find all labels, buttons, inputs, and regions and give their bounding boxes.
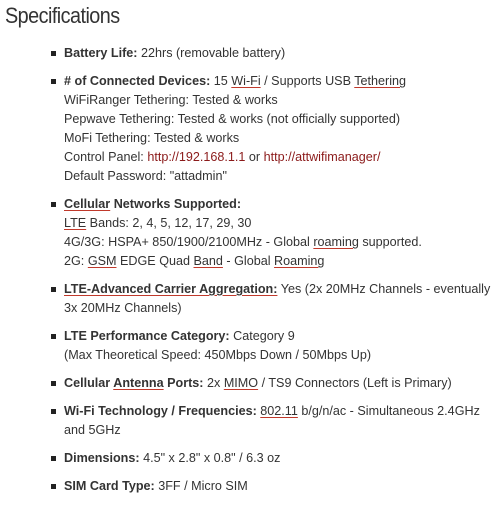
global-text: - Global [222,254,275,268]
antenna-count: 2x [203,376,224,390]
battery-label: Battery Life: [64,46,138,60]
control-panel-hostname-link[interactable]: http://attwifimanager/ [263,150,381,164]
wifi-term: Wi-Fi [231,74,261,88]
carrier-aggregation-value: Yes (2x 20MHz Channels - eventually 3x 20MHz Channels) [64,282,491,315]
tethering-term: Tethering [354,74,407,88]
band-term: Band [193,254,223,268]
devices-label: # of Connected Devices: [64,74,211,88]
mimo-term: MIMO [223,376,259,390]
mofi-line: MoFi Tethering: Tested & works [64,131,240,145]
control-panel-label: Control Panel: [64,150,148,164]
list-item-dimensions [46,449,494,468]
antenna-label-cellular: Cellular [64,376,114,390]
spec-list [46,44,494,505]
lte-performance-value: Category 9 [229,329,295,343]
or-text: or [245,150,264,164]
supported-text: supported. [358,235,422,249]
edge-text: EDGE Quad [116,254,194,268]
dimensions-value: 4.5" x 2.8" x 0.8" / 6.3 oz [139,451,281,465]
roaming-term: roaming [313,235,359,249]
list-item-sim-card [46,477,494,496]
lte-bands: Bands: 2, 4, 5, 12, 17, 29, 30 [86,216,252,230]
gsm-term: GSM [87,254,117,268]
control-panel-ip-link[interactable]: http://192.168.1.1 [147,150,246,164]
dimensions-label: Dimensions: [64,451,140,465]
wifi-tech-value: b/g/n/ac - Simultaneous 2.4GHz and 5GHz [64,404,480,437]
wifi-tech-label: Wi-Fi Technology / Frequencies: [64,404,257,418]
lte-term: LTE [64,216,87,230]
default-password-line: Default Password: "attadmin" [64,169,227,183]
cellular-term: Cellular [64,197,111,211]
wifiranger-line: WiFiRanger Tethering: Tested & works [64,93,278,107]
lte-performance-label: LTE Performance Category: [64,329,230,343]
list-item-battery [46,44,494,63]
devices-count: 15 [210,74,232,88]
list-item-antenna-ports [46,374,494,393]
antenna-term: Antenna [113,376,164,390]
devices-usb-text: / Supports USB [260,74,355,88]
hspa-text: 4G/3G: HSPA+ 850/1900/2100MHz - Global [64,235,314,249]
80211-term: 802.11 [260,404,298,418]
list-item-wifi-technology [46,402,494,440]
list-item-lte-performance [46,327,494,365]
carrier-aggregation-label: LTE-Advanced Carrier Aggregation: [64,282,278,296]
connectors-text: / TS9 Connectors (Left is Primary) [258,376,452,390]
battery-value: 22hrs (removable battery) [137,46,286,60]
sim-card-value: 3FF / Micro SIM [154,479,248,493]
max-speed-line: (Max Theoretical Speed: 450Mbps Down / 50Mbps Up) [64,348,372,362]
page-title: Specifications [5,3,120,28]
pepwave-line: Pepwave Tethering: Tested & works (not officially supported) [64,112,401,126]
roaming-term-2: Roaming [274,254,325,268]
antenna-label-ports: Ports: [163,376,204,390]
networks-label: Networks Supported: [110,197,242,211]
list-item-carrier-aggregation [46,280,494,318]
sim-card-label: SIM Card Type: [64,479,155,493]
list-item-cellular-networks [46,195,494,271]
list-item-connected-devices [46,72,494,186]
2g-label: 2G: [64,254,88,268]
